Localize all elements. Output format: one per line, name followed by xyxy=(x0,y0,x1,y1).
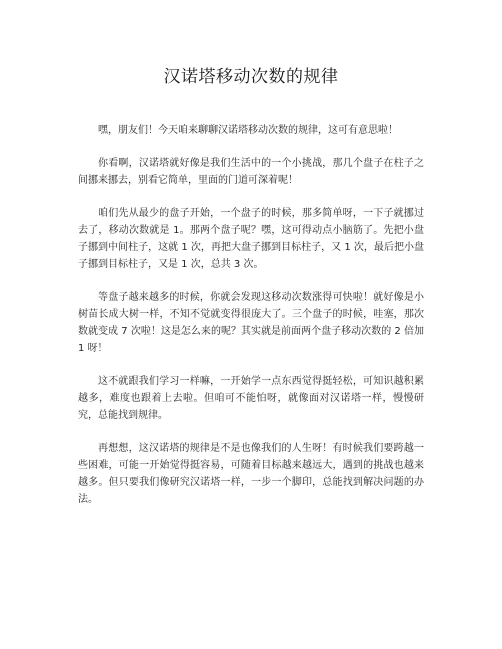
document-body xyxy=(78,122,424,508)
paragraph-4: 等盘子越来越多的时候，你就会发现这移动次数涨得可快啦！就好像是小树苗长成大树一样，不知不觉就变得很庞大了。三个盘子的时候，哇塞，那次数就变成 7 次啦！这是怎么来的呢？其实就是前面两个盘子移动次数的 2 倍加 1 呀！ xyxy=(78,292,424,354)
paragraph-2: 你看啊，汉诺塔就好像是我们生活中的一个小挑战，那几个盘子在柱子之间挪来挪去，别看它简单，里面的门道可深着呢！ xyxy=(78,158,424,186)
paragraph-1: 嘿，朋友们！今天咱来聊聊汉诺塔移动次数的规律，这可有意思啦！ xyxy=(98,125,398,136)
paragraph-6: 再想想，这汉诺塔的规律是不是也像我们的人生呀！有时候我们要跨越一些困难，可能一开始觉得挺容易，可随着目标越来越远大，遇到的挑战也越来越多。但只要我们像研究汉诺塔一样，一步一个脚印，总能找到解决问题的办法。 xyxy=(78,443,424,505)
paragraph-5: 这不就跟我们学习一样嘛，一开始学一点东西觉得挺轻松，可知识越积累越多，难度也跟着上去啦。但咱可不能怕呀，就像面对汉诺塔一样，慢慢研究，总能找到规律。 xyxy=(78,376,424,421)
document-title: 汉诺塔移动次数的规律 xyxy=(163,67,339,87)
paragraph-3: 咱们先从最少的盘子开始，一个盘子的时候，那多简单呀，一下子就挪过去了，移动次数就是 1。那两个盘子呢？嘿，这可得动点小脑筋了。先把小盘子挪到中间柱子，这就 1 次，再把大盘子挪到目标柱子，又 1 次，最后把小盘子挪到目标柱子，又是 1 次，总共 3 次。 xyxy=(78,208,424,270)
